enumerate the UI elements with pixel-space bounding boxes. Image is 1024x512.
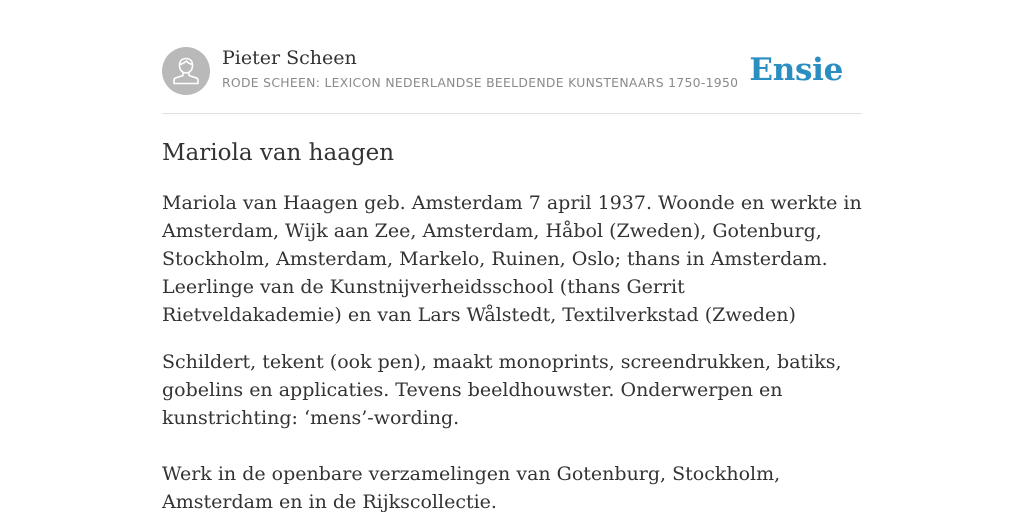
source-title[interactable]: RODE SCHEEN: LEXICON NEDERLANDSE BEELDENDE KUNSTENAARS 1750-1950 bbox=[222, 75, 739, 90]
page-container bbox=[162, 0, 862, 512]
article-paragraph: Mariola van Haagen geb. Amsterdam 7 april 1937. Woonde en werkte in Amsterdam, Wijk aan Zee, Amsterdam, Håbol (Zweden), Gotenburg, Stockholm, Amsterdam, Markelo, Ruinen, Oslo; thans in Amsterdam. Leerlinge van de Kunstnijverheidsschool (thans Gerrit Rietveldakademie) en van Lars Wålstedt, Textilverkstad (Zweden) bbox=[162, 192, 862, 326]
brand-logo[interactable]: Ensie bbox=[749, 52, 843, 88]
author-name[interactable]: Pieter Scheen bbox=[222, 47, 357, 69]
article-header bbox=[162, 0, 862, 114]
user-placeholder-icon bbox=[162, 47, 210, 95]
article-title: Mariola van haagen bbox=[162, 140, 395, 166]
article-paragraph: Schildert, tekent (ook pen), maakt monoprints, screendrukken, batiks, gobelins en applicaties. Tevens beeldhouwster. Onderwerpen en kunstrichting: ‘mens’-wording. bbox=[162, 351, 842, 429]
article-paragraph: Werk in de openbare verzamelingen van Gotenburg, Stockholm, Amsterdam en in de Rijkscollectie. bbox=[162, 463, 781, 512]
author-avatar[interactable] bbox=[162, 47, 210, 95]
